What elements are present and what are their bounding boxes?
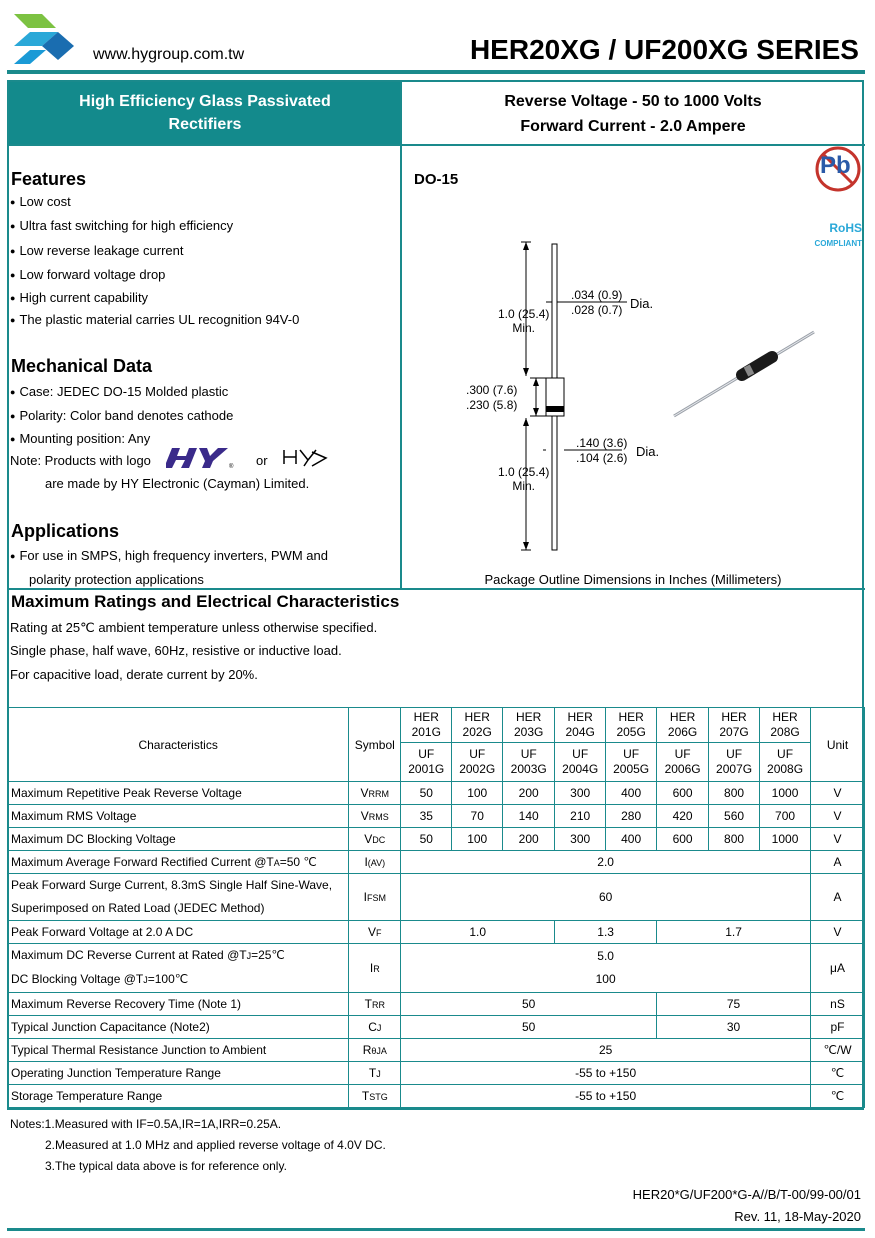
table-row-tj: [8, 1062, 865, 1085]
row-symbol: [349, 1085, 401, 1108]
value-cell: 1000: [760, 828, 811, 851]
her-part-header: [503, 708, 555, 743]
value-cell: 1.3: [555, 921, 657, 944]
symbol-main: T: [361, 1089, 370, 1103]
value-cell: 100: [452, 828, 503, 851]
uf-part-header: [452, 743, 503, 782]
her-number: 203G: [514, 725, 544, 739]
package-name: DO-15: [414, 171, 459, 188]
body-length-max: .300 (7.6): [466, 383, 518, 397]
value-cell: 700: [760, 805, 811, 828]
her-number: 205G: [616, 725, 646, 739]
unit-cell: ℃/W: [811, 1039, 865, 1062]
row-symbol: [349, 828, 401, 851]
header-rule: [7, 70, 865, 74]
mechanical-item: ● Mounting position: Any: [10, 431, 150, 446]
uf-number: 2007G: [716, 762, 753, 776]
features-title: Features: [11, 169, 87, 189]
banner-right-line2: Forward Current - 2.0 Ampere: [520, 118, 746, 135]
mechanical-item: ● Polarity: Color band denotes cathode: [10, 408, 233, 423]
uf-number: 2006G: [664, 762, 701, 776]
uf-number: 2005G: [613, 762, 650, 776]
symbol-sub: RMS: [368, 812, 389, 822]
symbol-main: V: [364, 832, 373, 846]
value-cell: 140: [503, 805, 555, 828]
body-diameter-max: .140 (3.6): [576, 436, 628, 450]
table-row-ir: [8, 944, 865, 993]
row-label: Maximum DC Blocking Voltage: [8, 828, 349, 851]
row-label: Maximum RMS Voltage: [8, 805, 349, 828]
lead-length-top-value: 1.0 (25.4): [498, 307, 550, 321]
rohs-label: RoHS: [829, 221, 862, 235]
row-label-line1: Maximum DC Reverse Current at Rated @T: [11, 948, 247, 962]
hy-brand-logo-icon: [166, 446, 238, 470]
application-item-cont: polarity protection applications: [29, 572, 204, 587]
row-label-sub: J: [246, 951, 252, 961]
value-cell: 25: [401, 1039, 811, 1062]
lead-length-bottom-value: 1.0 (25.4): [498, 465, 550, 479]
divider-ratings: [7, 588, 865, 590]
lead-diameter-max: .034 (0.9): [571, 288, 623, 302]
her-number: 208G: [770, 725, 800, 739]
row-symbol: [349, 1016, 401, 1039]
value-cell: 50: [401, 828, 452, 851]
unit-cell: pF: [811, 1016, 865, 1039]
svg-text:®: ®: [229, 464, 234, 470]
table-header-row: [8, 708, 865, 743]
symbol-main: I: [363, 890, 367, 904]
row-label-tail: =50 ℃: [279, 855, 317, 869]
uf-number: 2008G: [767, 762, 804, 776]
row-symbol: [349, 782, 401, 805]
ratings-line2: Single phase, half wave, 60Hz, resistive or inductive load.: [10, 643, 342, 658]
value-cell: 75: [657, 993, 811, 1016]
symbol-sub: F: [376, 928, 382, 938]
footer-rule: [7, 1228, 865, 1231]
lead-dia-label: Dia.: [630, 296, 654, 311]
feature-item: ● The plastic material carries UL recognition 94V-0: [10, 312, 299, 327]
her-number: 202G: [462, 725, 492, 739]
her-label: HER: [413, 710, 439, 724]
unit-cell: V: [811, 805, 865, 828]
symbol-main: T: [368, 1066, 377, 1080]
hy-outline-logo-icon: [280, 446, 332, 470]
divider-banner: [7, 144, 865, 146]
body-length: [466, 383, 517, 413]
row-label: [8, 851, 349, 874]
uf-part-header: [657, 743, 709, 782]
ratings-title: Maximum Ratings and Electrical Characteristics: [11, 592, 400, 611]
her-label: HER: [669, 710, 696, 724]
symbol-main: I: [369, 961, 374, 975]
row-label: [8, 944, 349, 993]
lead-diameter-min: .028 (0.7): [571, 303, 623, 317]
row-label: [8, 874, 349, 921]
symbol-main: V: [360, 786, 369, 800]
her-part-header: [760, 708, 811, 743]
value-cell: 210: [555, 805, 606, 828]
uf-part-header: [709, 743, 760, 782]
value-cell: 280: [606, 805, 657, 828]
uf-label: UF: [726, 747, 743, 761]
value-cell: 600: [657, 782, 709, 805]
uf-label: UF: [623, 747, 640, 761]
her-label: HER: [618, 710, 644, 724]
table-row-iav: [8, 851, 865, 874]
her-label: HER: [721, 710, 747, 724]
uf-number: 2003G: [510, 762, 547, 776]
value-cell: 560: [709, 805, 760, 828]
row-label: Maximum Reverse Recovery Time (Note 1): [8, 993, 349, 1016]
note-2: 2.Measured at 1.0 MHz and applied reverse voltage of 4.0V DC.: [45, 1138, 386, 1152]
header-symbol: Symbol: [349, 708, 401, 782]
unit-cell: ℃: [811, 1062, 865, 1085]
mechanical-item: ● Case: JEDEC DO-15 Molded plastic: [10, 384, 228, 399]
row-symbol: [349, 993, 401, 1016]
her-number: 201G: [411, 725, 441, 739]
lead-length-top-min: Min.: [512, 321, 536, 335]
row-label-sub: A: [273, 858, 280, 868]
value-cell: 1.7: [657, 921, 811, 944]
value-cell: -55 to +150: [401, 1062, 811, 1085]
value-cell: 1000: [760, 782, 811, 805]
mechanical-title: Mechanical Data: [11, 356, 153, 376]
row-label: Peak Forward Voltage at 2.0 A DC: [8, 921, 349, 944]
lead-length-bottom: [498, 465, 549, 493]
row-symbol: [349, 1039, 401, 1062]
symbol-main: T: [364, 997, 372, 1011]
row-label: Typical Thermal Resistance Junction to Ambient: [8, 1039, 349, 1062]
symbol-sub: STG: [369, 1092, 388, 1102]
row-label: Typical Junction Capacitance (Note2): [8, 1016, 349, 1039]
her-part-header: [709, 708, 760, 743]
symbol-sub: J: [376, 1023, 382, 1033]
value-cell: 2.0: [401, 851, 811, 874]
row-label: Maximum Repetitive Peak Reverse Voltage: [8, 782, 349, 805]
value-cell: 50: [401, 782, 452, 805]
feature-item: ● Low forward voltage drop: [10, 267, 165, 282]
unit-cell: V: [811, 782, 865, 805]
value-cell: 50: [401, 993, 657, 1016]
feature-item: ● Ultra fast switching for high efficiency: [10, 218, 233, 233]
symbol-main: C: [368, 1020, 377, 1034]
her-number: 204G: [565, 725, 595, 739]
feature-item: ● Low reverse leakage current: [10, 243, 183, 258]
website-text[interactable]: www.hygroup.com.tw: [93, 46, 245, 63]
ratings-line1: Rating at 25℃ ambient temperature unless otherwise specified.: [10, 620, 378, 635]
application-item: ● For use in SMPS, high frequency inverters, PWM and: [10, 548, 328, 563]
uf-number: 2001G: [408, 762, 445, 776]
value-cell: 70: [452, 805, 503, 828]
hy-logo-icon: [12, 12, 76, 68]
table-row-rth: [8, 1039, 865, 1062]
note-3: 3.The typical data above is for reference only.: [45, 1159, 287, 1173]
row-label-line2: Superimposed on Rated Load (JEDEC Method): [11, 901, 265, 915]
her-label: HER: [772, 710, 798, 724]
value-cell: 600: [657, 828, 709, 851]
unit-cell: V: [811, 921, 865, 944]
table-row-vrrm: [8, 782, 865, 805]
symbol-main: V: [360, 809, 369, 823]
uf-number: 2002G: [459, 762, 496, 776]
value-cell: 800: [709, 782, 760, 805]
ratings-table: [7, 707, 865, 1108]
banner-left-line1: High Efficiency Glass Passivated: [79, 93, 331, 110]
banner-left-line2: Rectifiers: [168, 116, 242, 133]
value-line2: 100: [595, 972, 616, 986]
body-diameter: [576, 436, 627, 466]
note-line2: are made by HY Electronic (Cayman) Limited.: [45, 476, 310, 491]
revision-date: Rev. 11, 18-May-2020: [734, 1209, 861, 1224]
uf-label: UF: [418, 747, 435, 761]
row-symbol: [349, 805, 401, 828]
row-label: Operating Junction Temperature Range: [8, 1062, 349, 1085]
uf-label: UF: [520, 747, 537, 761]
banner-left-text: [9, 90, 401, 136]
ratings-line3: For capacitive load, derate current by 20%.: [10, 667, 258, 682]
unit-cell: A: [811, 874, 865, 921]
row-label-text: Maximum Average Forward Rectified Current @T: [11, 855, 274, 869]
row-symbol: [349, 1062, 401, 1085]
lead-diameter: [571, 288, 622, 318]
value-cell: 420: [657, 805, 709, 828]
value-cell: 800: [709, 828, 760, 851]
row-label-tail: =25℃: [251, 948, 285, 962]
unit-cell: nS: [811, 993, 865, 1016]
her-part-header: [555, 708, 606, 743]
unit-cell: ℃: [811, 1085, 865, 1108]
uf-label: UF: [469, 747, 486, 761]
row-symbol: [349, 944, 401, 993]
row-label-sub: J: [143, 975, 148, 985]
lead-length-bottom-min: Min.: [512, 479, 536, 493]
table-row-tstg: [8, 1085, 865, 1108]
uf-label: UF: [674, 747, 691, 761]
value-cell: 300: [555, 828, 606, 851]
banner-right-line1: Reverse Voltage - 50 to 1000 Volts: [504, 93, 762, 110]
body-length-min: .230 (5.8): [466, 398, 518, 412]
uf-part-header: [606, 743, 657, 782]
banner-right-text: [402, 89, 864, 139]
row-label-line2: DC Blocking Voltage @T: [11, 972, 144, 986]
doc-number: HER20*G/UF200*G-A//B/T-00/99-00/01: [632, 1187, 861, 1202]
unit-cell: V: [811, 828, 865, 851]
her-number: 207G: [719, 725, 749, 739]
applications-title: Applications: [11, 521, 120, 541]
header-characteristics: Characteristics: [8, 708, 349, 782]
row-symbol: [349, 921, 401, 944]
value-cell: 300: [555, 782, 606, 805]
symbol-sub: RR: [371, 1000, 385, 1010]
row-label-line1: Peak Forward Surge Current, 8.3mS Single Half Sine-Wave,: [11, 878, 333, 892]
note-prefix: Note: Products with logo: [10, 453, 151, 468]
value-cell: 400: [606, 782, 657, 805]
symbol-main: R: [362, 1043, 372, 1057]
symbol-sub: R: [373, 964, 380, 974]
uf-part-header: [760, 743, 811, 782]
value-cell: 200: [503, 782, 555, 805]
symbol-sub: J: [376, 1069, 381, 1079]
her-label: HER: [464, 710, 490, 724]
note-or: or: [256, 453, 268, 468]
symbol-main: V: [368, 925, 377, 939]
her-part-header: [452, 708, 503, 743]
table-row-cj: [8, 1016, 865, 1039]
value-cell: -55 to +150: [401, 1085, 811, 1108]
symbol-sub: RRM: [368, 789, 390, 799]
package-caption: Package Outline Dimensions in Inches (Millimeters): [484, 572, 782, 587]
uf-part-header: [401, 743, 452, 782]
lead-length-top: [498, 307, 549, 335]
rohs-compliant-label: COMPLIANT: [814, 239, 862, 248]
value-cell: 30: [657, 1016, 811, 1039]
her-part-header: [401, 708, 452, 743]
symbol-sub: (AV): [367, 858, 386, 868]
symbol-sub: DC: [372, 835, 386, 845]
table-row-vrms: [8, 805, 865, 828]
uf-label: UF: [572, 747, 589, 761]
table-row-ifsm: [8, 874, 865, 921]
value-cell: 1.0: [401, 921, 555, 944]
row-label-tail: =100℃: [147, 972, 189, 986]
value-line1: 5.0: [597, 949, 614, 963]
feature-item: ● High current capability: [10, 290, 148, 305]
uf-number: 2004G: [562, 762, 599, 776]
table-row-vf: [8, 921, 865, 944]
her-label: HER: [516, 710, 542, 724]
uf-label: UF: [777, 747, 794, 761]
row-symbol: [349, 874, 401, 921]
unit-cell: μA: [811, 944, 865, 993]
table-row-vdc: [8, 828, 865, 851]
row-label: Storage Temperature Range: [8, 1085, 349, 1108]
value-cell: 200: [503, 828, 555, 851]
value-cell: 400: [606, 828, 657, 851]
pb-text: Pb: [820, 152, 851, 179]
her-part-header: [657, 708, 709, 743]
her-part-header: [606, 708, 657, 743]
uf-part-header: [503, 743, 555, 782]
body-diameter-min: .104 (2.6): [576, 451, 628, 465]
row-symbol: [349, 851, 401, 874]
symbol-main: I: [364, 855, 368, 869]
unit-cell: A: [811, 851, 865, 874]
page-title: HER20XG / UF200XG SERIES: [469, 34, 859, 65]
value-cell: 60: [401, 874, 811, 921]
value-cell: 50: [401, 1016, 657, 1039]
her-number: 206G: [667, 725, 698, 739]
symbol-sub: θJA: [371, 1046, 387, 1056]
table-row-trr: [8, 993, 865, 1016]
symbol-sub: FSM: [366, 893, 386, 903]
her-label: HER: [567, 710, 593, 724]
header-unit: Unit: [811, 708, 865, 782]
note-1: Notes:1.Measured with IF=0.5A,IR=1A,IRR=0.25A.: [10, 1117, 282, 1131]
value-cell: 100: [452, 782, 503, 805]
value-cell: [401, 944, 811, 993]
feature-item: ● Low cost: [10, 194, 71, 209]
value-cell: 35: [401, 805, 452, 828]
uf-part-header: [555, 743, 606, 782]
body-dia-label: Dia.: [636, 444, 660, 459]
